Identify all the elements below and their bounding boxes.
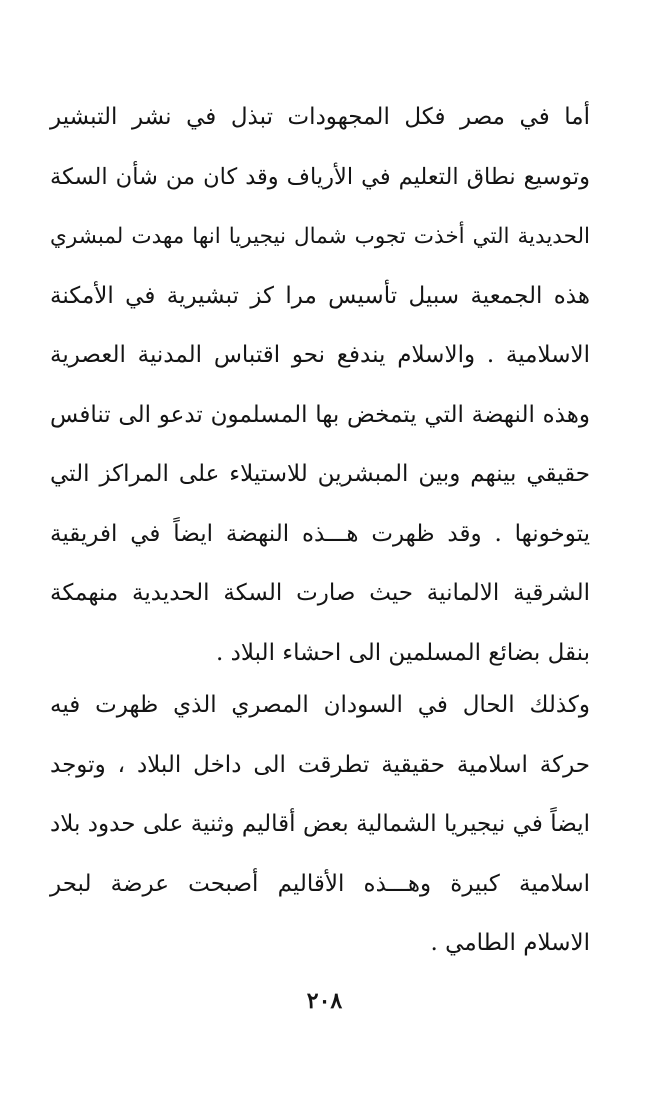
text-line: أما في مصر فكل المجهودات تبذل في نشر التبشير: [50, 104, 590, 130]
text-line: بنقل بضائع المسلمين الى احشاء البلاد .: [216, 639, 590, 666]
text-line: حقيقي بينهم وبين المبشرين للاستيلاء على المراكز التي: [50, 461, 590, 487]
paragraph-1: [50, 88, 590, 683]
page-number: ٢٠٨: [306, 988, 343, 1014]
text-line: ايضاً في نيجيريا الشمالية بعض أقاليم وثنية على حدود بلاد: [50, 811, 590, 837]
text-line: وهذه النهضة التي يتمخض بها المسلمون تدعو الى تنافس: [50, 401, 590, 428]
text-line: وتوسيع نطاق التعليم في الأرياف وقد كان من شأن السكة: [50, 163, 590, 190]
paragraph-2: [50, 676, 590, 974]
text-line: الاسلام الطامي .: [430, 930, 590, 956]
text-line: الحديدية التي أخذت تجوب شمال نيجيريا انها مهدت لمبشري: [50, 224, 590, 249]
text-line: هذه الجمعية سبيل تأسيس مرا كز تبشيرية في الأمكنة: [50, 282, 590, 309]
text-line: الشرقية الالمانية حيث صارت السكة الحديدية منهمكة: [50, 580, 590, 606]
text-line: يتوخونها . وقد ظهرت هـــذه النهضة ايضاً في افريقية: [50, 520, 590, 547]
text-line: حركة اسلامية حقيقية تطرقت الى داخل البلاد ، وتوجد: [50, 751, 590, 778]
text-line: الاسلامية . والاسلام يندفع نحو اقتباس المدنية العصرية: [50, 342, 590, 368]
text-line: وكذلك الحال في السودان المصري الذي ظهرت فيه: [50, 692, 590, 718]
text-line: اسلامية كبيرة وهـــذه الأقاليم أصبحت عرضة لبحر: [50, 870, 590, 897]
